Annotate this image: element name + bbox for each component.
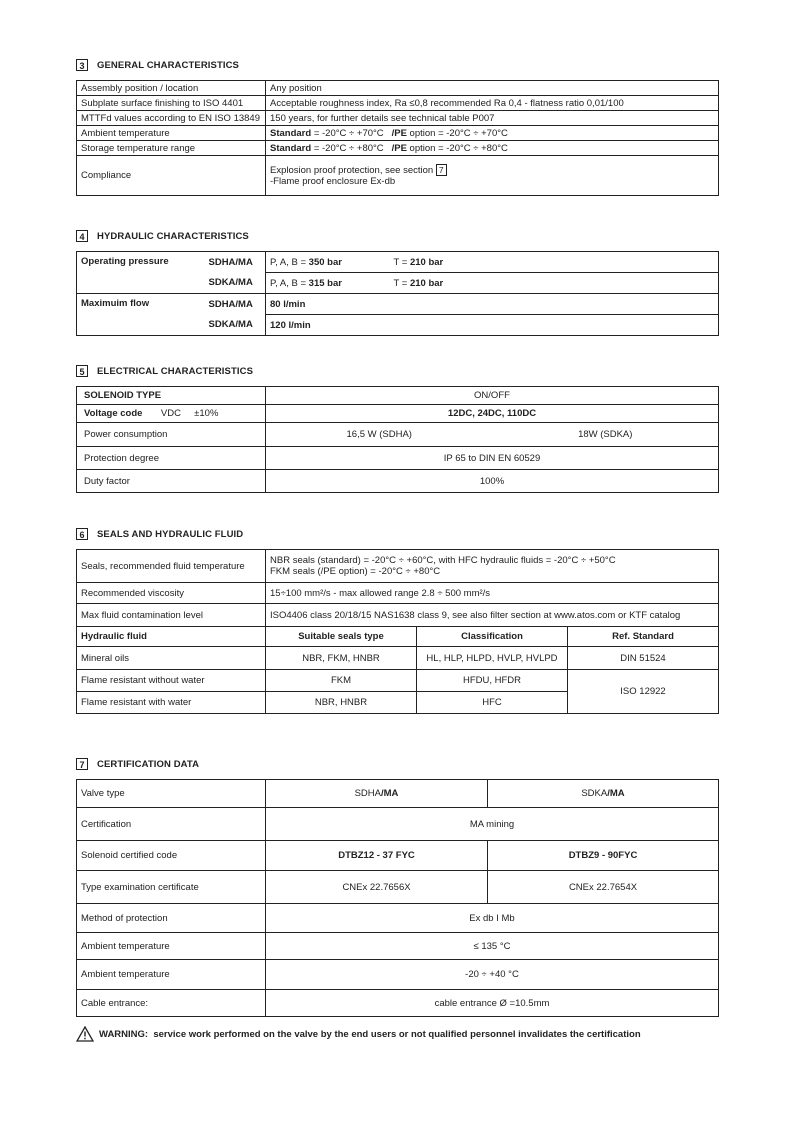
table-row-fluid: Flame resistant with water <box>77 692 266 714</box>
pab-value: P, A, B = 350 bar <box>266 252 390 273</box>
general-table <box>76 80 719 196</box>
electrical-table <box>76 386 719 493</box>
table-row-seals: FKM <box>266 670 417 692</box>
section-number: 5 <box>76 365 88 377</box>
row-label: Ambient temperature <box>77 126 266 141</box>
pab-value: P, A, B = 315 bar <box>266 273 390 294</box>
section-electrical <box>76 364 719 493</box>
power-sdha: 16,5 W (SDHA) <box>266 423 493 447</box>
header-standard: Ref. Standard <box>568 627 719 647</box>
section-certification <box>76 757 719 1017</box>
model-label: SDHA/MA <box>205 252 266 273</box>
protection-label: Protection degree <box>77 447 266 470</box>
seals-table <box>76 549 719 714</box>
power-sdka: 18W (SDKA) <box>493 423 719 447</box>
certification-value: MA mining <box>266 808 719 841</box>
section-number: 7 <box>76 758 88 770</box>
row-value: Standard = -20°C ÷ +70°C /PE option = -20°C ÷ +70°C <box>266 126 719 141</box>
duty-label: Duty factor <box>77 470 266 493</box>
section-number: 4 <box>76 230 88 242</box>
t-value: T = 210 bar <box>390 252 719 273</box>
model-label: SDKA/MA <box>205 273 266 294</box>
exam-cert-a: CNEx 22.7656X <box>266 871 488 904</box>
row-label: Storage temperature range <box>77 141 266 156</box>
warning-note <box>76 1026 641 1042</box>
voltage-label: Voltage code VDC ±10% <box>77 405 266 423</box>
hydraulic-table <box>76 251 719 336</box>
max-flow-label: Maximuim flow <box>77 294 205 336</box>
section-title: HYDRAULIC CHARACTERISTICS <box>97 230 249 242</box>
viscosity-label: Recommended viscosity <box>77 583 266 604</box>
row-value: Explosion proof protection, see section 7 -Flame proof enclosure Ex-db <box>266 156 719 196</box>
solenoid-code-a: DTBZ12 - 37 FYC <box>266 841 488 871</box>
section-ref: 7 <box>436 164 447 176</box>
section-number: 3 <box>76 59 88 71</box>
table-row-class: HFC <box>417 692 568 714</box>
power-label: Power consumption <box>77 423 266 447</box>
warning-text: service work performed on the valve by the end users or not qualified personnel invalidates the certification <box>153 1028 641 1040</box>
certification-label: Certification <box>77 808 266 841</box>
flow-value: 120 l/min <box>266 315 719 336</box>
seals-value: NBR seals (standard) = -20°C ÷ +60°C, with HFC hydraulic fluids = -20°C ÷ +50°C FKM seals (/PE option) = -20°C ÷ +80°C <box>266 550 719 583</box>
ambient-temp-value: ≤ 135 °C <box>266 933 719 960</box>
viscosity-value: 15÷100 mm²/s - max allowed range 2.8 ÷ 500 mm²/s <box>266 583 719 604</box>
section-number: 6 <box>76 528 88 540</box>
op-pressure-label: Operating pressure <box>77 252 205 294</box>
row-value: 150 years, for further details see technical table P007 <box>266 111 719 126</box>
method-label: Method of protection <box>77 904 266 933</box>
row-label: MTTFd values according to EN ISO 13849 <box>77 111 266 126</box>
section-title: GENERAL CHARACTERISTICS <box>97 59 239 71</box>
seals-label: Seals, recommended fluid temperature <box>77 550 266 583</box>
section-hydraulic <box>76 229 719 336</box>
valve-type-sdha: SDHA/MA <box>266 780 488 808</box>
section-title: SEALS AND HYDRAULIC FLUID <box>97 528 244 540</box>
row-label: Assembly position / location <box>77 81 266 96</box>
solenoid-value: ON/OFF <box>266 387 719 405</box>
table-row-class: HL, HLP, HLPD, HVLP, HVLPD <box>417 647 568 670</box>
table-row-class: HFDU, HFDR <box>417 670 568 692</box>
header-class: Classification <box>417 627 568 647</box>
method-value: Ex db I Mb <box>266 904 719 933</box>
cable-entrance-value: cable entrance Ø =10.5mm <box>266 990 719 1017</box>
table-row-standard: DIN 51524 <box>568 647 719 670</box>
row-value: Any position <box>266 81 719 96</box>
row-label: Subplate surface finishing to ISO 4401 <box>77 96 266 111</box>
contamination-label: Max fluid contamination level <box>77 604 266 627</box>
table-row-seals: NBR, FKM, HNBR <box>266 647 417 670</box>
section-seals <box>76 527 719 714</box>
section-general <box>76 58 719 196</box>
table-row-seals: NBR, HNBR <box>266 692 417 714</box>
row-value: Acceptable roughness index, Ra ≤0,8 recommended Ra 0,4 - flatness ratio 0,01/100 <box>266 96 719 111</box>
model-label: SDHA/MA <box>205 294 266 315</box>
solenoid-label: SOLENOID TYPE <box>77 387 266 405</box>
section-title: CERTIFICATION DATA <box>97 758 200 770</box>
contamination-value: ISO4406 class 20/18/15 NAS1638 class 9, see also filter section at www.atos.com or KTF catalog <box>266 604 719 627</box>
ambient-temp-value: -20 ÷ +40 °C <box>266 960 719 990</box>
t-value: T = 210 bar <box>390 273 719 294</box>
valve-type-label: Valve type <box>77 780 266 808</box>
table-row-standard: ISO 12922 <box>568 670 719 714</box>
model-label: SDKA/MA <box>205 315 266 336</box>
section-title: ELECTRICAL CHARACTERISTICS <box>97 365 254 377</box>
exam-cert-label: Type examination certificate <box>77 871 266 904</box>
warning-icon <box>76 1026 94 1042</box>
solenoid-code-label: Solenoid certified code <box>77 841 266 871</box>
ambient-temp-label: Ambient temperature <box>77 960 266 990</box>
warning-label: WARNING: <box>99 1028 149 1040</box>
flow-value: 80 l/min <box>266 294 719 315</box>
header-fluid: Hydraulic fluid <box>77 627 266 647</box>
table-row-fluid: Mineral oils <box>77 647 266 670</box>
ambient-temp-label: Ambient temperature <box>77 933 266 960</box>
table-row-fluid: Flame resistant without water <box>77 670 266 692</box>
protection-value: IP 65 to DIN EN 60529 <box>266 447 719 470</box>
cable-entrance-label: Cable entrance: <box>77 990 266 1017</box>
header-seals: Suitable seals type <box>266 627 417 647</box>
certification-table <box>76 779 719 1017</box>
row-label: Compliance <box>77 156 266 196</box>
duty-value: 100% <box>266 470 719 493</box>
valve-type-sdka: SDKA/MA <box>488 780 719 808</box>
exam-cert-b: CNEx 22.7654X <box>488 871 719 904</box>
voltage-value: 12DC, 24DC, 110DC <box>266 405 719 423</box>
row-value: Standard = -20°C ÷ +80°C /PE option = -20°C ÷ +80°C <box>266 141 719 156</box>
solenoid-code-b: DTBZ9 - 90FYC <box>488 841 719 871</box>
